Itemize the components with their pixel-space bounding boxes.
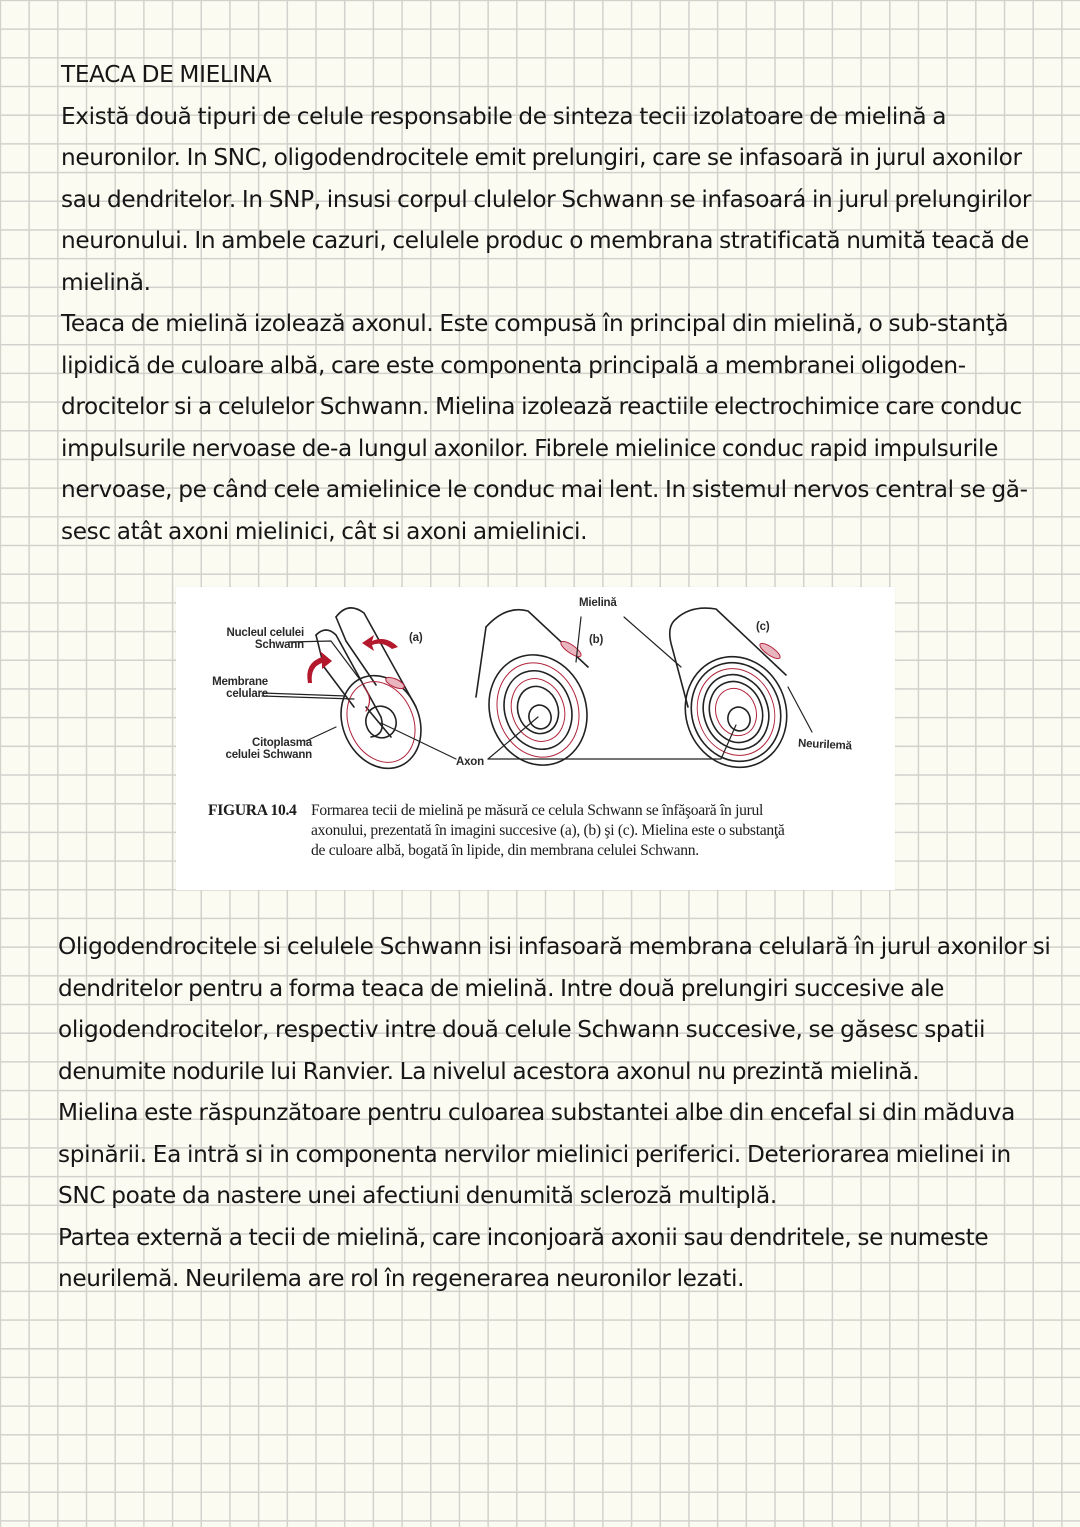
caption-line: axonului, prezentată în imagini succesive (a), (b) şi (c). Mielina este o substanţă (311, 822, 785, 839)
text-line: lipidică de culoare albă, care este componenta principală a membranei oligoden- (61, 351, 966, 379)
text-line: oligodendrocitelor, respectiv intre două celule Schwann succesive, se găsesc spatii (58, 1016, 986, 1043)
stage-b-drawing (474, 610, 603, 779)
text-line: denumite nodurile lui Ranvier. La nivelul acestora axonul nu prezintă mielină. (58, 1057, 920, 1085)
label-stage-b: (b) (589, 634, 604, 646)
text-line: Teaca de mielină izolează axonul. Este compusă în principal din mielină, o sub-stanţă (61, 310, 1009, 337)
text-line: dendritelor pentru a forma teaca de mielină. Intre două prelungiri succesive ale (58, 974, 945, 1002)
rotation-arrows (307, 635, 398, 683)
text-line: impulsurile nervoase de-a lungul axonilor. Fibrele mielinice conduc rapid impulsurile (61, 434, 998, 462)
text-line: spinării. Ea intră si in componenta nervilor mielinici periferici. Deteriorarea mielinei in (58, 1140, 1011, 1168)
stage-c-drawing (670, 608, 802, 782)
bottom-text-section (58, 926, 1058, 1300)
top-text-section (61, 54, 1061, 552)
label-text: celulei Schwann (225, 749, 312, 761)
label-text: Schwann (254, 639, 304, 651)
label-stage-a: (a) (409, 632, 423, 644)
label-nucleus (224, 627, 304, 651)
myelin-sheath-figure (176, 587, 895, 890)
text-line: neurilemă. Neurilema are rol în regenerarea neuronilor lezati. (58, 1265, 745, 1292)
text-line: neuronilor. In SNC, oligodendrocitele emit prelungiri, care se infasoară in jurul axonilor (61, 144, 1022, 171)
caption-line: Formarea tecii de mielină pe măsură ce celula Schwann se înfăşoară în jurul (311, 802, 764, 819)
label-axon: Axon (456, 756, 484, 768)
myelin-formation-diagram (176, 587, 895, 797)
label-cytoplasm (214, 737, 312, 761)
label-text: Citoplasma (252, 737, 312, 749)
text-line: Există două tipuri de celule responsabile de sinteza tecii izolatoare de mielină a (61, 102, 947, 130)
text-line: Mielina este răspunzătoare pentru culoarea substantei albe din encefal si din măduva (58, 1099, 1015, 1126)
label-text: celulare (226, 688, 268, 700)
figure-caption (208, 801, 868, 861)
text-line: Partea externă a tecii de mielină, care inconjoară axonii sau dendritele, se numeste (58, 1223, 989, 1251)
paragraph-white-matter (58, 1092, 1058, 1217)
caption-line: de culoare albă, bogată în lipide, din membrana celulei Schwann. (311, 842, 699, 859)
label-stage-c: (c) (756, 621, 770, 633)
paragraph-ranvier-nodes (58, 926, 1058, 1092)
page-title: TEACA DE MIELINA (61, 61, 272, 88)
caption-title: FIGURA 10.4 (208, 802, 297, 819)
label-cell-membranes (196, 676, 268, 700)
label-text: Nucleul celulei (226, 627, 304, 639)
paragraph-myelin-synthesis (61, 96, 1061, 304)
text-line: nervoase, pe când cele amielinice le conduc mai lent. In sistemul nervos central se gă- (61, 476, 1028, 503)
label-myelin: Mielină (579, 597, 617, 609)
text-line: sau dendritelor. In SNP, insusi corpul clulelor Schwann se infasoará in jurul prelungirilor (61, 185, 1032, 213)
text-line: Oligodendrocitele si celulele Schwann isi infasoară membrana celulară în jurul axonilor si (58, 933, 1051, 960)
text-line: mielină. (61, 268, 151, 296)
text-line: drocitelor si a celulelor Schwann. Mielina izolează reactiile electrochimice care conduc (61, 393, 1022, 420)
text-line: sesc atât axoni mielinici, cât si axoni amielinici. (61, 517, 588, 545)
paragraph-myelin-insulation (61, 303, 1061, 552)
paragraph-neurilemma (58, 1217, 1058, 1300)
label-neurilemma: Neurilemă (797, 737, 853, 753)
text-line: neuronului. In ambele cazuri, celulele produc o membrana stratificată numită teacă de (61, 227, 1029, 254)
label-text: Membrane (212, 676, 268, 688)
text-line: SNC poate da nastere unei afectiuni denumită scleroză multiplă. (58, 1182, 777, 1209)
